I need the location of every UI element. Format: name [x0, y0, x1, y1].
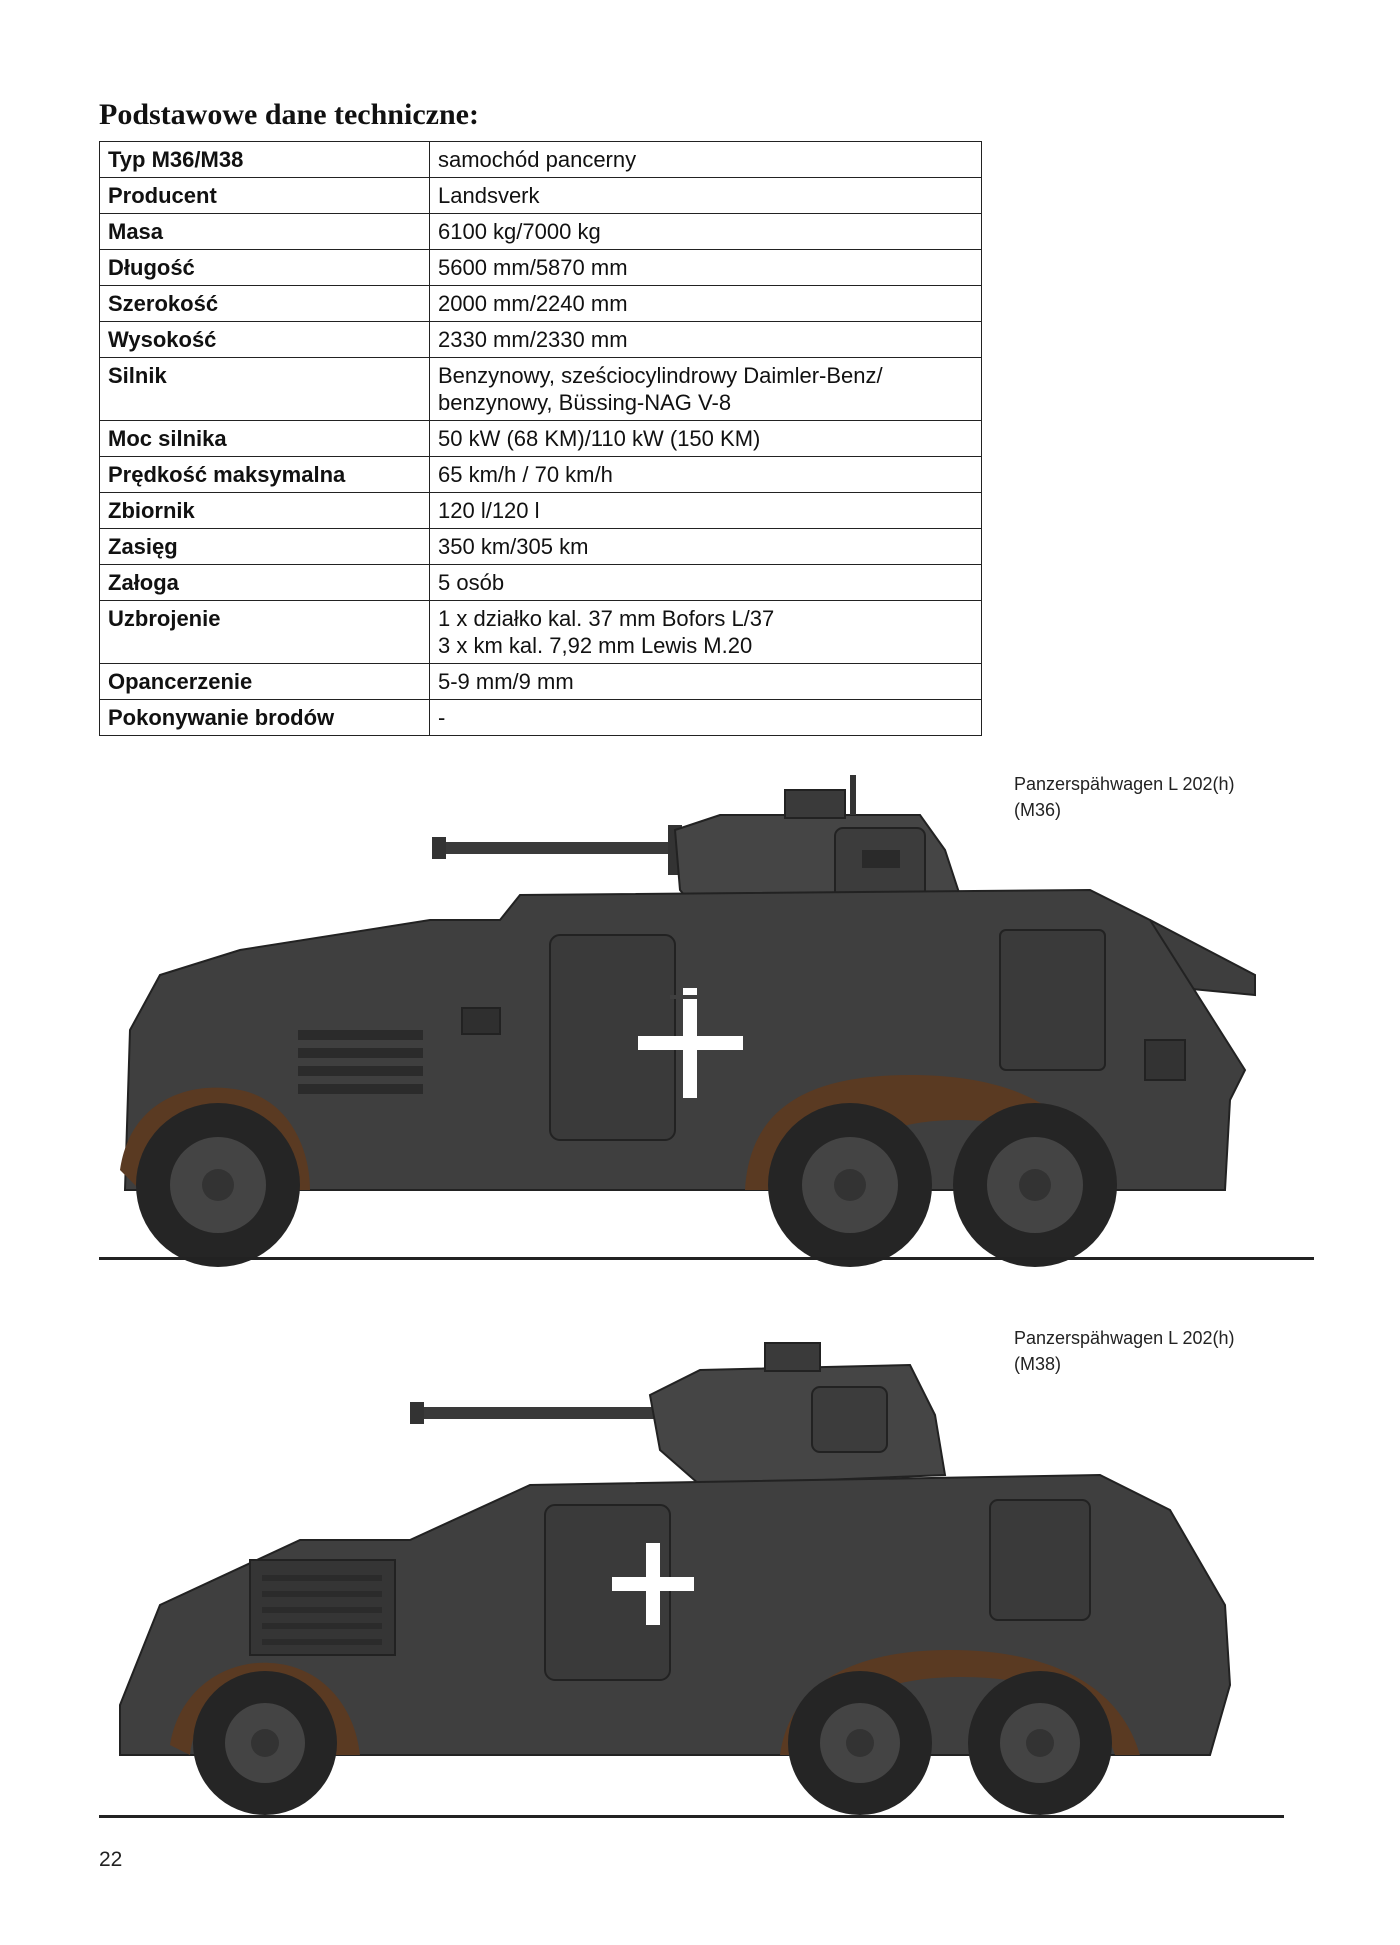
- page-number: 22: [99, 1848, 123, 1871]
- spec-value: [430, 286, 982, 322]
- spec-value-line: -: [438, 705, 446, 730]
- spec-row: [100, 700, 982, 736]
- spec-row: [100, 322, 982, 358]
- spec-label: Szerokość: [100, 286, 430, 322]
- spec-value-line: 5600 mm/5870 mm: [438, 255, 628, 280]
- spec-row: [100, 214, 982, 250]
- spec-label: Opancerzenie: [100, 664, 430, 700]
- spec-value: [430, 529, 982, 565]
- spec-label: Prędkość maksymalna: [100, 457, 430, 493]
- spec-row: [100, 664, 982, 700]
- spec-value: [430, 322, 982, 358]
- spec-value: [430, 358, 982, 421]
- spec-value-line: 50 kW (68 KM)/110 kW (150 KM): [438, 426, 761, 451]
- spec-value: [430, 601, 982, 664]
- spec-row: [100, 529, 982, 565]
- spec-row: [100, 250, 982, 286]
- spec-value-line: benzynowy, Büssing-NAG V-8: [438, 390, 732, 415]
- spec-row: [100, 142, 982, 178]
- vehicle-drawing-m38: [0, 1325, 1400, 1835]
- spec-value: [430, 142, 982, 178]
- figure-caption-line: (M36): [1014, 800, 1062, 820]
- spec-label: Masa: [100, 214, 430, 250]
- spec-value-line: 2330 mm/2330 mm: [438, 327, 628, 352]
- spec-value: [430, 565, 982, 601]
- spec-label: Typ M36/M38: [100, 142, 430, 178]
- spec-row: [100, 358, 982, 421]
- page-heading: Podstawowe dane techniczne:: [99, 98, 479, 131]
- spec-value-line: 2000 mm/2240 mm: [438, 291, 628, 316]
- figure-caption-line: (M38): [1014, 1354, 1062, 1374]
- spec-label: Uzbrojenie: [100, 601, 430, 664]
- spec-value: [430, 493, 982, 529]
- spec-value-line: 5-9 mm/9 mm: [438, 669, 574, 694]
- spec-value-line: 120 l/120 l: [438, 498, 540, 523]
- spec-value-line: samochód pancerny: [438, 147, 637, 172]
- spec-value-line: 350 km/305 km: [438, 534, 589, 559]
- spec-label: Zasięg: [100, 529, 430, 565]
- spec-label: Silnik: [100, 358, 430, 421]
- figure-caption-line: Panzerspähwagen L 202(h): [1014, 1328, 1235, 1348]
- spec-value-line: Landsverk: [438, 183, 540, 208]
- spec-row: [100, 457, 982, 493]
- spec-label: Załoga: [100, 565, 430, 601]
- spec-row: [100, 421, 982, 457]
- spec-label: Producent: [100, 178, 430, 214]
- spec-row: [100, 178, 982, 214]
- spec-value-line: Benzynowy, sześciocylindrowy Daimler-Benz/: [438, 363, 883, 388]
- spec-value-line: 1 x działko kal. 37 mm Bofors L/37: [438, 606, 775, 631]
- spec-row: [100, 601, 982, 664]
- spec-row: [100, 565, 982, 601]
- spec-label: Wysokość: [100, 322, 430, 358]
- spec-value: [430, 178, 982, 214]
- specs-table: [99, 141, 982, 736]
- spec-value: [430, 421, 982, 457]
- spec-row: [100, 493, 982, 529]
- spec-value: [430, 214, 982, 250]
- spec-value: [430, 664, 982, 700]
- spec-label: Długość: [100, 250, 430, 286]
- spec-label: Pokonywanie brodów: [100, 700, 430, 736]
- spec-value: [430, 457, 982, 493]
- vehicle-drawing-m36: [0, 770, 1400, 1280]
- spec-value-line: 6100 kg/7000 kg: [438, 219, 601, 244]
- figure-caption-line: Panzerspähwagen L 202(h): [1014, 774, 1235, 794]
- spec-label: Zbiornik: [100, 493, 430, 529]
- spec-value-line: 65 km/h / 70 km/h: [438, 462, 613, 487]
- spec-value-line: 5 osób: [438, 570, 505, 595]
- spec-value: [430, 250, 982, 286]
- spec-value-line: 3 x km kal. 7,92 mm Lewis M.20: [438, 633, 753, 658]
- spec-label: Moc silnika: [100, 421, 430, 457]
- spec-value: [430, 700, 982, 736]
- spec-row: [100, 286, 982, 322]
